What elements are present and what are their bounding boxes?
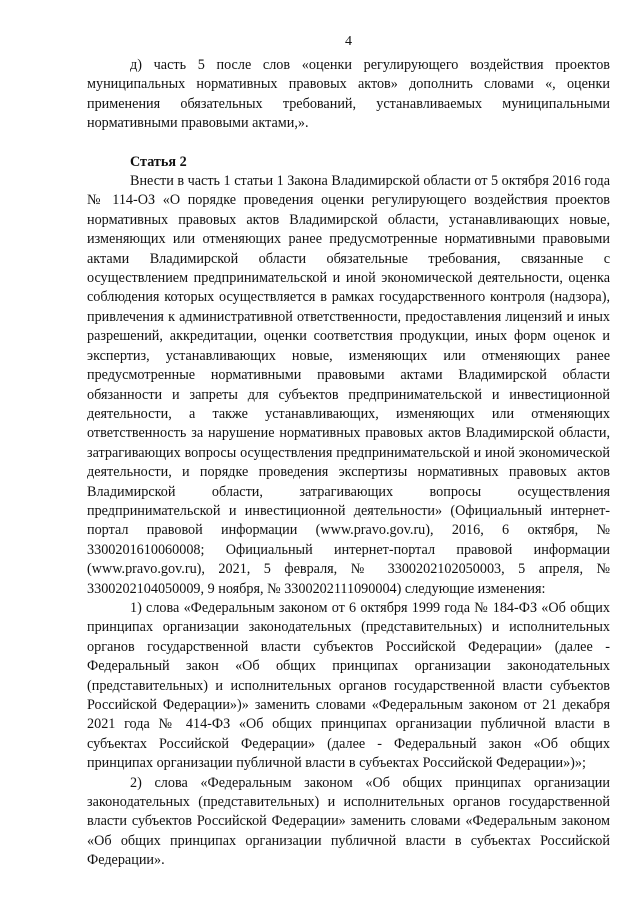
article-intro-paragraph: Внести в часть 1 статьи 1 Закона Владимирской области от 5 октября 2016 года № 114-ОЗ «О порядке проведения оценки регулирующего воздействия проектов нормативных правовых актов Владимирской области, устанавливающих новые, изменяющих или отменяющих ранее предусмотренные нормативными правовыми актами Владимирской области обязательные требования, связанные с осуществлением предпринимательской и иной экономической деятельности, оценка соблюдения которых осуществляется в рамках государственного контроля (надзора), привлечения к административной ответственности, предоставления лицензий и иных разрешений, аккредитации, оценки соответствия продукции, иных форм оценок и экспертиз, устанавливающих новые, изменяющих или отменяющих ранее предусмотренные нормативными правовыми актами Владимирской области обязанности и запреты для субъектов предпринимательской и инвестиционной деятельности, а также устанавливающих, изменяющих или отменяющих ответственность за нарушение нормативных правовых актов Владимирской области, затрагивающих вопросы осуществления предпринимательской и иной экономической деятельности, и порядке проведения экспертизы нормативных правовых актов Владимирской области, затрагивающих вопросы осуществления предпринимательской и инвестиционной деятельности» (Официальный интернет-портал правовой информации (www.pravo.gov.ru), 2016, 6 октября, № 3300201610060008; Официальный интернет-портал правовой информации (www.pravo.gov.ru), 2021, 5 февраля, № 3300202102050003, 5 апреля, № 3300202104050009, 9 ноября, № 3300202111090004) следующие изменения:: [87, 173, 610, 597]
article-heading: Статья 2: [130, 153, 187, 170]
document-body: [87, 56, 610, 871]
paragraph-d: д) часть 5 после слов «оценки регулирующего воздействия проектов муниципальных нормативных правовых актов» дополнить словами «, оценки применения обязательных требований, устанавливаемых муниципальными нормативными правовыми актами,».: [87, 57, 610, 132]
list-item-2: 2) слова «Федеральным законом «Об общих принципах организации законодательных (представительных) и исполнительных органов государственной власти субъектов Российской Федерации» заменить словами «Федеральным законом «Об общих принципах организации публичной власти в субъектах Российской Федерации».: [87, 774, 610, 869]
list-item-1: 1) слова «Федеральным законом от 6 октября 1999 года № 184-ФЗ «Об общих принципах организации законодательных (представительных) и исполнительных органов государственной власти субъектов Российской Федерации» (далее - Федеральный закон «Об общих принципах организации законодательных (представительных) и исполнительных органов государственной власти субъектов Российской Федерации»)» заменить словами «Федеральным законом от 21 декабря 2021 года № 414-ФЗ «Об общих принципах организации публичной власти в субъектах Российской Федерации» (далее - Федеральный закон «Об общих принципах организации публичной власти в субъектах Российской Федерации»)»;: [87, 599, 610, 772]
page-number: 4: [345, 34, 352, 49]
